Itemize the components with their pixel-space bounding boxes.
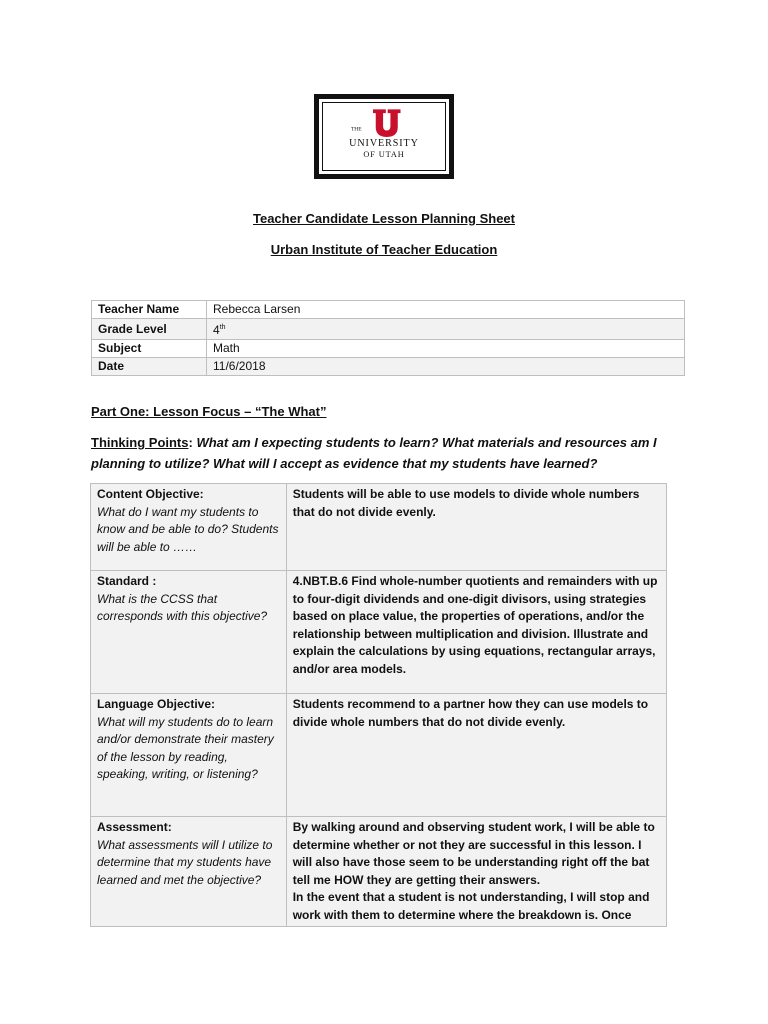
thinking-points xyxy=(91,432,691,474)
assessment-cell xyxy=(91,817,287,927)
objectives-table xyxy=(90,483,667,927)
standard-answer-cell xyxy=(286,571,666,694)
teacher-name-value: Rebecca Larsen xyxy=(207,301,685,319)
language-objective-answer-cell xyxy=(286,694,666,817)
assessment-heading: Assessment: xyxy=(97,820,172,834)
subject-value: Math xyxy=(207,340,685,358)
table-row xyxy=(91,817,667,927)
subject-label: Subject xyxy=(92,340,207,358)
svg-text:OF UTAH: OF UTAH xyxy=(363,150,405,160)
university-logo xyxy=(314,94,454,179)
content-objective-heading: Content Objective: xyxy=(97,487,204,501)
grade-level-value: 4 xyxy=(213,323,220,337)
svg-text:UNIVERSITY: UNIVERSITY xyxy=(349,138,419,150)
thinking-points-label: Thinking Points xyxy=(91,435,189,450)
assessment-prompt: What assessments will I utilize to determine that my students have learned and met the objective? xyxy=(97,837,273,887)
content-objective-prompt: What do I want my students to know and be able to do? Students will be able to …… xyxy=(97,504,279,554)
table-row xyxy=(91,694,667,817)
thinking-question-2: What will I accept as evidence that my students have learned? xyxy=(209,456,598,471)
standard-answer: 4.NBT.B.6 Find whole-number quotients and remainders with up to four-digit dividends and one-digit divisors, using strategies based on place value, the properties of operations, and/or the relationship between multiplication and division. Illustrate and explain the calculations by using equations, rectangular arrays, and/or area models. xyxy=(292,574,658,676)
language-objective-cell xyxy=(91,694,287,817)
standard-cell xyxy=(91,571,287,694)
language-objective-heading: Language Objective: xyxy=(97,697,216,711)
assessment-answer-cell xyxy=(286,817,666,927)
standard-heading: Standard : xyxy=(97,574,157,588)
table-row xyxy=(92,319,685,340)
language-objective-prompt: What will my students do to learn and/or demonstrate their mastery of the lesson by reading, speaking, writing, or listening? xyxy=(97,714,274,781)
document-subtitle: Urban Institute of Teacher Education xyxy=(270,242,498,257)
content-objective-cell xyxy=(91,484,287,571)
date-value: 11/6/2018 xyxy=(207,358,685,376)
table-row xyxy=(92,340,685,358)
teacher-info-table xyxy=(91,300,685,376)
language-objective-answer: Students recommend to a partner how they can use models to divide whole numbers that do not divide evenly. xyxy=(292,697,649,729)
table-row xyxy=(92,358,685,376)
svg-text:THE: THE xyxy=(350,126,362,133)
teacher-name-label: Teacher Name xyxy=(92,301,207,319)
table-row xyxy=(92,301,685,319)
document-title: Teacher Candidate Lesson Planning Sheet xyxy=(253,211,515,226)
content-objective-answer-cell xyxy=(286,484,666,571)
assessment-answer-paragraph-1: By walking around and observing student work, I will be able to determine whether or not they are successful in this lesson. I will also have those seem to be understanding right off the bat tell me HOW they are getting their answers. xyxy=(292,820,655,887)
university-of-utah-logo-icon xyxy=(323,103,445,170)
part-one-heading: Part One: Lesson Focus – “The What” xyxy=(91,404,327,419)
standard-prompt: What is the CCSS that corresponds with this objective? xyxy=(97,591,268,623)
table-row xyxy=(91,484,667,571)
grade-level-label: Grade Level xyxy=(92,319,207,340)
content-objective-answer: Students will be able to use models to divide whole numbers that do not divide evenly. xyxy=(292,487,640,519)
table-row xyxy=(91,571,667,694)
assessment-answer-paragraph-2: In the event that a student is not understanding, I will stop and work with them to determine where the breakdown is. Once xyxy=(292,890,650,922)
date-label: Date xyxy=(92,358,207,376)
grade-level-suffix: th xyxy=(219,324,226,331)
thinking-question-1: What am I expecting students to learn? What materials and resources am I planning to utilize? xyxy=(91,435,657,471)
thinking-points-colon: : xyxy=(188,435,193,450)
grade-level-cell xyxy=(207,319,685,340)
